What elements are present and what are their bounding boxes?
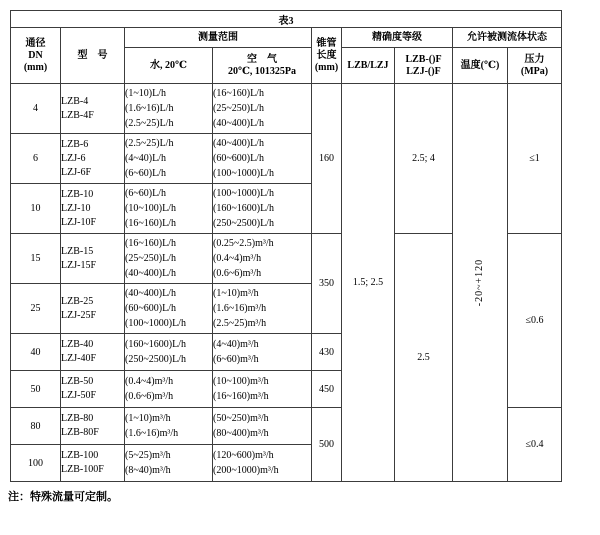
dn-cell: 50	[11, 371, 61, 408]
header-accuracy-lzb: LZB/LZJ	[342, 48, 395, 84]
model-cell: LZB-15 LZJ-15F	[61, 234, 125, 284]
header-diameter: 通径 DN (mm)	[11, 28, 61, 84]
cone-length-cell: 450	[312, 371, 342, 408]
air-range-cell: (10~100)m³/h (16~160)m³/h	[213, 371, 312, 408]
dn-cell: 80	[11, 408, 61, 445]
cone-length-cell: 350	[312, 234, 342, 334]
water-range-cell: (6~60)L/h (10~100)L/h (16~160)L/h	[125, 184, 213, 234]
water-range-cell: (16~160)L/h (25~250)L/h (40~400)L/h	[125, 234, 213, 284]
model-cell: LZB-6 LZJ-6 LZJ-6F	[61, 134, 125, 184]
air-range-cell: (0.25~2.5)m³/h (0.4~4)m³/h (0.6~6)m³/h	[213, 234, 312, 284]
header-water: 水, 20℃	[125, 48, 213, 84]
dn-cell: 10	[11, 184, 61, 234]
cone-length-cell: 430	[312, 334, 342, 371]
water-range-cell: (160~1600)L/h (250~2500)L/h	[125, 334, 213, 371]
pressure-cell: ≤0.4	[508, 408, 562, 482]
air-range-cell: (1~10)m³/h (1.6~16)m³/h (2.5~25)m³/h	[213, 284, 312, 334]
accuracy-f-cell: 2.5; 4	[395, 84, 453, 234]
header-fluid-group: 允许被测流体状态	[453, 28, 562, 48]
model-cell: LZB-10 LZJ-10 LZJ-10F	[61, 184, 125, 234]
header-accuracy-f: LZB-()F LZJ-()F	[395, 48, 453, 84]
header-range-group: 测量范围	[125, 28, 312, 48]
pressure-cell: ≤0.6	[508, 234, 562, 408]
header-model: 型 号	[61, 28, 125, 84]
air-range-cell: (50~250)m³/h (80~400)m³/h	[213, 408, 312, 445]
table-row	[11, 84, 562, 134]
water-range-cell: (40~400)L/h (60~600)L/h (100~1000)L/h	[125, 284, 213, 334]
pressure-cell: ≤1	[508, 84, 562, 234]
dn-cell: 6	[11, 134, 61, 184]
table-title: 表3	[11, 11, 562, 28]
model-cell: LZB-4 LZB-4F	[61, 84, 125, 134]
footnote: 注：特殊流量可定制。	[8, 491, 118, 503]
water-range-cell: (2.5~25)L/h (4~40)L/h (6~60)L/h	[125, 134, 213, 184]
dn-cell: 25	[11, 284, 61, 334]
header-air: 空 气 20℃, 101325Pa	[213, 48, 312, 84]
water-range-cell: (5~25)m³/h (8~40)m³/h	[125, 445, 213, 482]
model-cell: LZB-25 LZJ-25F	[61, 284, 125, 334]
air-range-cell: (40~400)L/h (60~600)L/h (100~1000)L/h	[213, 134, 312, 184]
air-range-cell: (4~40)m³/h (6~60)m³/h	[213, 334, 312, 371]
air-range-cell: (120~600)m³/h (200~1000)m³/h	[213, 445, 312, 482]
flowmeter-spec-table	[10, 10, 562, 482]
cone-length-cell: 500	[312, 408, 342, 482]
dn-cell: 100	[11, 445, 61, 482]
water-range-cell: (1~10)m³/h (1.6~16)m³/h	[125, 408, 213, 445]
air-range-cell: (16~160)L/h (25~250)L/h (40~400)L/h	[213, 84, 312, 134]
model-cell: LZB-100 LZB-100F	[61, 445, 125, 482]
air-range-cell: (100~1000)L/h (160~1600)L/h (250~2500)L/h	[213, 184, 312, 234]
header-temperature: 温度(℃)	[453, 48, 508, 84]
header-pressure: 压力 (MPa)	[508, 48, 562, 84]
dn-cell: 15	[11, 234, 61, 284]
model-cell: LZB-50 LZJ-50F	[61, 371, 125, 408]
dn-cell: 4	[11, 84, 61, 134]
water-range-cell: (1~10)L/h (1.6~16)L/h (2.5~25)L/h	[125, 84, 213, 134]
temperature-range-vertical-text: -20~+120	[474, 258, 486, 307]
cone-length-cell: 160	[312, 84, 342, 234]
accuracy-lzb-cell: 1.5; 2.5	[342, 84, 395, 482]
model-cell: LZB-80 LZB-80F	[61, 408, 125, 445]
header-accuracy-group: 精确度等级	[342, 28, 453, 48]
accuracy-f-cell: 2.5	[395, 234, 453, 482]
model-cell: LZB-40 LZJ-40F	[61, 334, 125, 371]
water-range-cell: (0.4~4)m³/h (0.6~6)m³/h	[125, 371, 213, 408]
header-cone-length: 锥管 长度 (mm)	[312, 28, 342, 84]
dn-cell: 40	[11, 334, 61, 371]
temperature-cell	[453, 84, 508, 482]
